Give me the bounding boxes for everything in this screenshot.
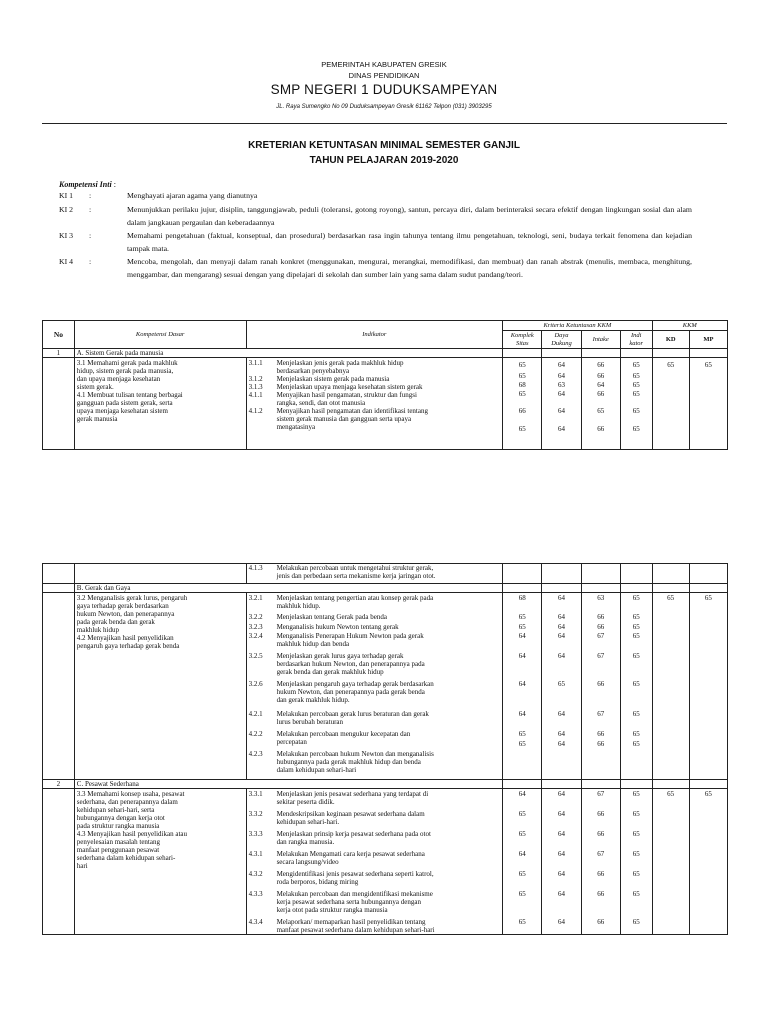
indikator-text: dalam kehidupan sehari-hari — [276, 766, 357, 774]
kd-line: hidup, sistem gerak pada manusia, — [76, 367, 174, 375]
komplek-value: 65 — [518, 740, 526, 748]
kd-line: upaya menjaga kesehatan sistem — [76, 407, 168, 415]
kd-cell — [74, 593, 246, 780]
kd-cell — [74, 358, 246, 450]
indikator-kkm-value: 65 — [632, 830, 640, 838]
col-mp-header: MP — [689, 331, 727, 349]
col-daya-header — [542, 331, 581, 349]
komplek-value: 65 — [518, 870, 526, 878]
daya-value: 64 — [558, 740, 565, 748]
intake-value: 66 — [597, 810, 605, 818]
daya-value: 64 — [558, 918, 565, 926]
kd-line: gangguan pada sistem gerak, serta — [76, 399, 173, 407]
mp-kkm-value: 65 — [704, 790, 712, 798]
indikator-text: makhluk hidup. — [276, 602, 321, 610]
indikator-kkm-value: 65 — [632, 390, 640, 398]
daya-value: 63 — [557, 381, 565, 389]
indikator-kkm-value: 65 — [632, 623, 640, 631]
daya-value: 64 — [557, 390, 565, 398]
indikator-text: Melakukan percobaan mengukur kecepatan dan — [276, 730, 411, 738]
kd-line: 4.1 Membuat tulisan tentang berbagai — [76, 391, 183, 399]
indikator-kkm-value: 65 — [632, 850, 640, 858]
komplek-value: 65 — [518, 390, 526, 398]
indikator-row — [249, 391, 501, 407]
komplek-value: 64 — [518, 850, 526, 858]
indikator-text: jenis dan perbedaan serta mekanisme kerja jaringan otot. — [276, 572, 436, 580]
indi-label: Indi — [630, 331, 642, 339]
indikator-kkm-value: 65 — [632, 710, 640, 718]
col-komplek-header — [503, 331, 542, 349]
kd-line: 3.2 Menganalisis gerak lurus, pengaruh — [76, 594, 188, 602]
kd-line: sederhana, dan penerapannya dalam — [76, 798, 178, 806]
daya-value: 64 — [557, 372, 565, 380]
kd-kkm-value: 65 — [667, 361, 675, 369]
indikator-row — [249, 359, 501, 375]
indikator-kkm-value: 65 — [632, 790, 640, 798]
indikator-row — [249, 680, 501, 710]
kd-kkm-value: 65 — [667, 790, 675, 798]
komplek-value: 65 — [518, 372, 526, 380]
daya-value: 64 — [558, 790, 565, 798]
indikator-text: hukum Newton, dan penerapannya pada gerak benda — [276, 688, 425, 696]
indikator-code: 3.3.1 — [248, 790, 263, 798]
indikator-text: mengatasinya — [276, 423, 316, 431]
intake-value: 66 — [597, 830, 605, 838]
daya-value: 64 — [557, 425, 565, 433]
ki-code: KI 1 — [59, 191, 74, 200]
ki-colon: : — [89, 205, 92, 214]
indikator-code: 3.2.6 — [248, 680, 263, 688]
indikator-code: 3.1.2 — [248, 375, 263, 383]
indikator-text: Melakukan percobaan gerak lurus beraturan dan gerak — [276, 710, 429, 718]
kd-line: gerak manusia — [76, 415, 118, 423]
indikator-text: kerja otot pada struktur rangka manusia — [276, 906, 388, 914]
indikator-kkm-value: 65 — [632, 425, 640, 433]
indikator-row — [249, 632, 501, 652]
indikator-kkm-value: 65 — [632, 810, 640, 818]
mp-kkm-value-cell — [689, 358, 727, 450]
daya-value: 64 — [557, 407, 565, 415]
indikator-text: makhluk hidup dan benda — [276, 640, 350, 648]
intake-value: 65 — [597, 407, 605, 415]
komplek-value: 65 — [518, 810, 526, 818]
indikator-kkm-value: 65 — [632, 870, 640, 878]
komplek-value: 64 — [518, 652, 526, 660]
daya-value: 64 — [558, 890, 565, 898]
intake-value: 66 — [597, 890, 605, 898]
indikator-text: Menjelaskan pengaruh gaya terhadap gerak berdasarkan — [276, 680, 434, 688]
indikator-text: dan rangka manusia. — [276, 838, 335, 846]
indikator-code: 4.3.2 — [248, 870, 263, 878]
indikator-row — [249, 730, 501, 750]
daya-value: 64 — [558, 850, 565, 858]
komplek-value: 65 — [518, 918, 526, 926]
ki-text: Menghayati ajaran agama yang dianutnya — [127, 191, 258, 200]
indikator-text: sistem gerak manusia dan gangguan serta upaya — [276, 415, 412, 423]
indikator-row — [249, 918, 501, 934]
indikator-row — [249, 710, 501, 730]
intake-value: 66 — [597, 730, 605, 738]
academic-year: TAHUN PELAJARAN 2019-2020 — [309, 155, 459, 166]
indikator-text: secara langsung/video — [276, 858, 339, 866]
indikator-text: Menjelaskan tentang Gerak pada benda — [276, 613, 387, 621]
komplek-value: 68 — [518, 594, 526, 602]
indikator-cell — [246, 358, 503, 450]
indikator-text: Menjelaskan upaya menjaga kesehatan sistem gerak — [276, 383, 423, 391]
kd-line: sederhana dalam kehidupan sehari- — [76, 854, 176, 862]
kd-line: 3.3 Memahami konsep usaha, pesawat — [76, 790, 185, 798]
kd-line: 4.3 Menyajikan hasil penyelidikan atau — [76, 830, 188, 838]
col-kd-header: Kompetensi Dasar — [74, 321, 246, 349]
col-no-header: No — [43, 321, 75, 349]
indikator-text: Menjelaskan prinsip kerja pesawat sederhana pada otot — [276, 830, 431, 838]
indikator-kkm-value: 65 — [632, 918, 640, 926]
indikator-row — [249, 870, 501, 890]
indikator-code: 4.2.1 — [248, 710, 263, 718]
document-title: KRETERIAN KETUNTASAN MINIMAL SEMESTER GANJIL — [248, 140, 520, 151]
indikator-code: 3.2.1 — [248, 594, 263, 602]
intake-value: 66 — [597, 390, 605, 398]
indikator-kkm-value: 65 — [632, 613, 640, 621]
ki-text: Menunjukkan perilaku jujur, disiplin, tanggungjawab, peduli (toleransi, gotong royong), santun, percaya diri, dalam berinteraksi secara efektif dengan lingkungan sosial dan alam dalam jangkauan pergaulan dan keberadaannya — [127, 205, 692, 227]
kd-line: makhluk hidup — [76, 626, 119, 634]
indikator-row — [249, 652, 501, 680]
indikator-text: Melaporkan/ memaparkan hasil penyelidikan tentang — [276, 918, 426, 926]
indikator-kkm-value: 65 — [632, 594, 640, 602]
indikator-cell — [246, 789, 503, 935]
indikator-text: Melakukan percobaan untuk mengetahui struktur gerak, — [276, 564, 434, 572]
ki-code: KI 2 — [59, 205, 74, 214]
indikator-kkm-value: 65 — [632, 680, 640, 688]
komplek-values — [503, 789, 542, 935]
col-kriteria-header: Kriteria Ketuntasan KKM — [503, 321, 652, 331]
indikator-row — [249, 750, 501, 774]
indikator-kkm-value: 65 — [632, 632, 640, 640]
daya-value: 64 — [558, 613, 565, 621]
kd-line: pada gerak benda dan gerak — [76, 618, 155, 626]
indikator-text: Melakukan percobaan hukum Newton dan menganalisis — [276, 750, 434, 758]
indikator-kkm-value: 65 — [632, 381, 640, 389]
kd-line: hari — [76, 862, 88, 870]
daya-values — [542, 789, 581, 935]
indikator-kkm-value: 65 — [632, 372, 640, 380]
indikator-cell — [246, 593, 503, 780]
intake-value: 63 — [597, 594, 605, 602]
intake-values — [581, 358, 620, 450]
indikator-row — [249, 383, 501, 391]
indikator-row — [249, 810, 501, 830]
indikator-text: berdasarkan hukum Newton, dan penerapannya pada — [276, 660, 425, 668]
indikator-text: percepatan — [276, 738, 307, 746]
indikator-kkm-value: 65 — [632, 740, 640, 748]
komplek-values — [503, 593, 542, 780]
indikator-row — [249, 407, 501, 431]
indikator-code: 4.2.2 — [248, 730, 263, 738]
school-address: JL. Raya Sumengko No 09 Duduksampeyan Gresik 61162 Telpon (031) 3903295 — [276, 104, 492, 110]
daya-value: 65 — [558, 680, 565, 688]
col-indikator-kkm-header — [620, 331, 652, 349]
komplek-value: 65 — [518, 830, 526, 838]
komplek-value: 65 — [518, 425, 526, 433]
ki-code: KI 3 — [59, 231, 74, 240]
komplek-label: Sitas — [515, 339, 529, 347]
intake-value: 67 — [597, 632, 605, 640]
ki-colon: : — [89, 257, 92, 266]
komplek-value: 66 — [518, 407, 526, 415]
intake-value: 66 — [597, 740, 605, 748]
mp-kkm-value-cell — [689, 789, 727, 935]
intake-value: 64 — [597, 381, 605, 389]
indikator-text: Menganalisis Penerapan Hukum Newton pada gerak — [276, 632, 424, 640]
intake-value: 66 — [597, 613, 605, 621]
kompetensi-inti-colon: : — [111, 180, 116, 189]
indikator-text: Mengidentifikasi jenis pesawat sederhana seperti katrol, — [276, 870, 434, 878]
kd-kkm-value: 65 — [667, 594, 675, 602]
indikator-code: 3.1.1 — [248, 359, 263, 367]
indikator-code: 3.2.5 — [248, 652, 263, 660]
indikator-code: 4.2.3 — [248, 750, 263, 758]
intake-value: 67 — [597, 790, 605, 798]
indikator-row — [249, 594, 501, 613]
ki-text: Mencoba, mengolah, dan menyaji dalam ranah konkret (menggunakan, mengurai, merangkai, memodifikasi, dan membuat) dan ranah abstrak (menulis, membaca, menghitung, menggambar, dan mengarang) sesuai dengan yang dipelajari di sekolah dan sumber lain yang sama dalam sudut pandang/teori. — [127, 257, 692, 279]
header-divider — [42, 123, 727, 124]
intake-values — [581, 789, 620, 935]
komplek-values — [503, 358, 542, 450]
komplek-value: 65 — [518, 623, 526, 631]
col-indikator-header: Indikator — [246, 321, 503, 349]
ki-text: Memahami pengetahuan (faktual, konseptual, dan prosedural) berdasarkan rasa ingin tahunya tentang ilmu pengetahuan, teknologi, seni, budaya terkait fenomena dan kejadian tampak mata. — [127, 231, 692, 253]
intake-value: 67 — [597, 652, 605, 660]
row-number: 1 — [43, 349, 75, 358]
indikator-kkm-value: 65 — [632, 890, 640, 898]
indikator-row — [249, 564, 501, 580]
kd-line: pengaruh gaya terhadap gerak benda — [76, 642, 180, 650]
indikator-text: berdasarkan penyebabnya — [276, 367, 350, 375]
indikator-code: 3.1.3 — [248, 383, 263, 391]
indikator-row — [249, 623, 501, 632]
ki-colon: : — [89, 191, 92, 200]
daya-value: 64 — [558, 652, 565, 660]
daya-value: 64 — [558, 710, 565, 718]
indikator-code: 4.1.3 — [248, 564, 263, 572]
kd-kkm-value-cell — [652, 358, 689, 450]
section-title: C. Pesawat Sederhana — [74, 780, 502, 789]
indikator-row — [249, 850, 501, 870]
indikator-code: 3.2.2 — [248, 613, 263, 621]
intake-value: 66 — [597, 372, 605, 380]
kd-line: manfaat penggunaan pesawat — [76, 846, 160, 854]
indikator-row — [249, 375, 501, 383]
kd-line: sistem gerak. — [76, 383, 114, 391]
daya-value: 64 — [558, 594, 565, 602]
komplek-value: 64 — [518, 790, 526, 798]
indikator-code: 3.2.3 — [248, 623, 263, 631]
intake-value: 66 — [597, 425, 605, 433]
indikator-text: Menjelaskan jenis pesawat sederhana yang terdapat di — [276, 790, 429, 798]
daya-value: 64 — [558, 870, 565, 878]
indikator-text: Menganalisis hukum Newton tentang gerak — [276, 623, 399, 631]
komplek-value: 64 — [518, 680, 526, 688]
indikator-text: dan gerak makhluk hidup. — [276, 696, 350, 704]
kd-line: penyelesaian masalah tentang — [76, 838, 160, 846]
daya-value: 64 — [558, 632, 565, 640]
indikator-text: kehidupan sehari-hari. — [276, 818, 340, 826]
intake-value: 66 — [597, 623, 605, 631]
section-title: A. Sistem Gerak pada manusia — [74, 349, 502, 358]
daya-value: 64 — [558, 730, 565, 738]
kd-line: 4.2 Menyajikan hasil penyelidikan — [76, 634, 174, 642]
kd-line: pada struktur rangka manusia — [76, 822, 160, 830]
indikator-text: gerak benda dan gerak makhluk hidup — [276, 668, 384, 676]
indikator-kkm-value: 65 — [632, 730, 640, 738]
komplek-value: 65 — [518, 613, 526, 621]
kd-kkm-value-cell — [652, 789, 689, 935]
indikator-code: 4.3.1 — [248, 850, 263, 858]
kd-line: hubungannya dengan kerja otot — [76, 814, 165, 822]
mp-kkm-value: 65 — [704, 594, 712, 602]
indikator-code: 3.2.4 — [248, 632, 263, 640]
indikator-kkm-value: 65 — [632, 361, 640, 369]
kompetensi-inti-heading — [59, 180, 116, 189]
indikator-kkm-values — [620, 358, 652, 450]
indikator-code: 3.3.3 — [248, 830, 263, 838]
indikator-text: Mendeskripsikan keginaan pesawat sederhana dalam — [276, 810, 425, 818]
col-kkm-header: KKM — [652, 321, 727, 331]
intake-value: 66 — [597, 361, 605, 369]
komplek-value: 64 — [518, 710, 526, 718]
school-name: SMP NEGERI 1 DUDUKSAMPEYAN — [270, 82, 498, 97]
row-number: 2 — [43, 780, 75, 789]
indikator-text: manfaat pesawat sederhana dalam kehidupan sehari-hari — [276, 926, 435, 934]
intake-value: 67 — [597, 850, 605, 858]
indikator-text: roda berporos, bidang miring — [276, 878, 359, 886]
kkm-table-1 — [42, 320, 728, 450]
kd-line: hukum Newton, dan penerapannya — [76, 610, 175, 618]
intake-value: 66 — [597, 680, 605, 688]
kd-kkm-value-cell — [652, 593, 689, 780]
intake-value: 66 — [597, 918, 605, 926]
komplek-value: 68 — [518, 381, 526, 389]
komplek-value: 65 — [518, 890, 526, 898]
government-name: PEMERINTAH KABUPATEN GRESIK — [321, 60, 447, 69]
indikator-kkm-value: 65 — [632, 407, 640, 415]
komplek-value: 64 — [518, 632, 526, 640]
kd-cell — [74, 789, 246, 935]
indikator-text: Menyajikan hasil pengamatan dan identifikasi tentang — [276, 407, 428, 415]
indikator-kkm-values — [620, 593, 652, 780]
col-kd-kkm-header: KD — [652, 331, 689, 349]
komplek-value: 65 — [518, 730, 526, 738]
daya-value: 64 — [558, 830, 565, 838]
indikator-text: rangka, sendi, dan otot manusia — [276, 399, 366, 407]
intake-value: 66 — [597, 870, 605, 878]
daya-value: 64 — [557, 361, 565, 369]
indikator-row — [249, 790, 501, 810]
intake-values — [581, 593, 620, 780]
indikator-text: sekitar peserta didik. — [276, 798, 335, 806]
ki-code: KI 4 — [59, 257, 74, 266]
daya-values — [542, 358, 581, 450]
daya-label: Daya — [554, 331, 569, 339]
department-name: DINAS PENDIDIKAN — [348, 71, 420, 80]
indikator-text: Melakukan percobaan dan mengidentifikasi mekanisme — [276, 890, 433, 898]
kd-line: 3.1 Memahami gerak pada makhluk — [76, 359, 178, 367]
kompetensi-inti-label: Kompetensi Inti — [59, 180, 112, 189]
daya-value: 64 — [558, 623, 565, 631]
indikator-code: 4.3.4 — [248, 918, 263, 926]
indikator-text: Menjelaskan gerak lurus gaya terhadap gerak — [276, 652, 404, 660]
kd-line: gaya terhadap gerak berdasarkan — [76, 602, 169, 610]
indikator-text: kerja pesawat sederhana serta hubungannya dengan — [276, 898, 421, 906]
komplek-label: Komplek — [510, 331, 534, 339]
section-title: B. Gerak dan Gaya — [74, 584, 502, 593]
daya-value: 64 — [558, 810, 565, 818]
indikator-text: lurus berubah beraturan — [276, 718, 344, 726]
indikator-text: Menjelaskan jenis gerak pada makhluk hidup — [276, 359, 404, 367]
indi-label: kator — [629, 339, 644, 347]
indikator-row — [249, 890, 501, 918]
indikator-code: 4.1.1 — [248, 391, 263, 399]
indikator-kkm-values — [620, 789, 652, 935]
mp-kkm-value-cell — [689, 593, 727, 780]
indikator-row — [249, 613, 501, 623]
intake-value: 67 — [597, 710, 605, 718]
indikator-cell — [246, 564, 503, 584]
indikator-text: Melakukan Mengamati cara kerja pesawat sederhana — [276, 850, 425, 858]
daya-label: Dukung — [551, 339, 572, 347]
indikator-code: 4.3.3 — [248, 890, 263, 898]
indikator-text: hubungannya pada gerak makhluk hidup dan benda — [276, 758, 421, 766]
mp-kkm-value: 65 — [704, 361, 712, 369]
indikator-code: 4.1.2 — [248, 407, 263, 415]
kkm-table-2 — [42, 563, 728, 935]
indikator-text: Menyajikan hasil pengamatan, struktur dan fungsi — [276, 391, 417, 399]
col-intake-header: Intake — [581, 331, 620, 349]
komplek-value: 65 — [518, 361, 526, 369]
indikator-text: Menjelaskan tentang pengertian atau konsep gerak pada — [276, 594, 434, 602]
ki-colon: : — [89, 231, 92, 240]
kd-line: kehidupan sehari-hari, serta — [76, 806, 155, 814]
indikator-row — [249, 830, 501, 850]
daya-values — [542, 593, 581, 780]
indikator-text: Menjelaskan sistem gerak pada manusia — [276, 375, 390, 383]
indikator-code: 3.3.2 — [248, 810, 263, 818]
indikator-kkm-value: 65 — [632, 652, 640, 660]
kd-line: dan upaya menjaga kesehatan — [76, 375, 161, 383]
